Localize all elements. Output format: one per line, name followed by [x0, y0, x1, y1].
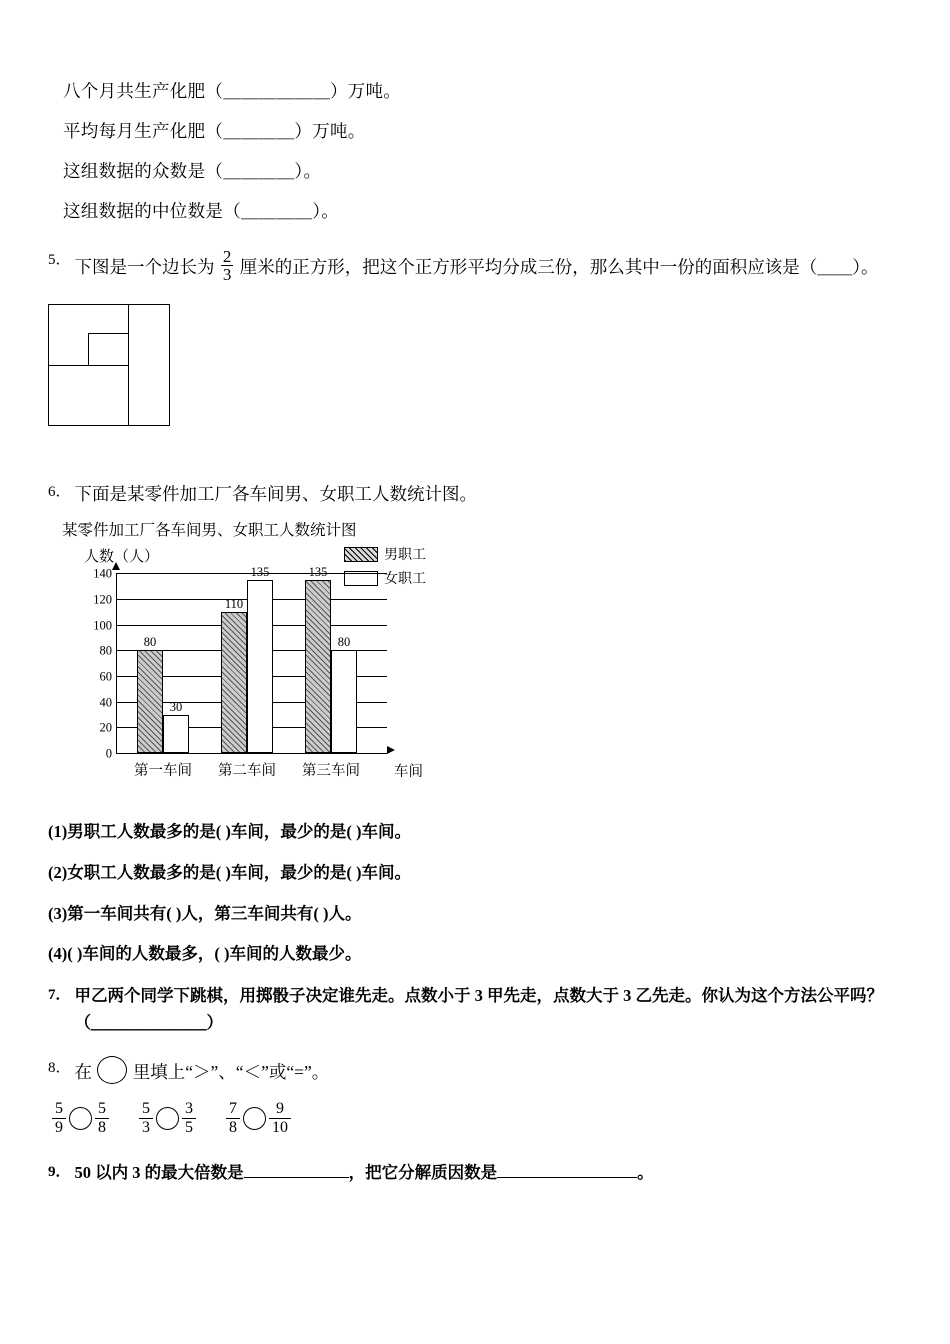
chart-plot-area [93, 564, 387, 780]
circle-placeholder-icon [97, 1056, 127, 1084]
question-9-number: 9． [48, 1163, 71, 1180]
question-5-number: 5． [48, 251, 71, 268]
comparison-1-right-fraction [95, 1100, 109, 1138]
question-5-part1: 下图是一个边长为 [74, 256, 215, 277]
fill-item-3 [48, 158, 910, 185]
comparison-1-left-fraction [52, 1100, 66, 1138]
comparison-2-right-fraction [182, 1100, 196, 1138]
question-7-number: 7． [48, 987, 71, 1004]
bar-value-female-2: 135 [250, 564, 270, 579]
question-5-body [75, 248, 910, 285]
ytick-140: 140 [93, 566, 112, 581]
comparison-2-left-fraction [139, 1100, 153, 1138]
question-6-number: 6． [48, 484, 71, 501]
comparison-3 [226, 1100, 291, 1138]
question-8-text-before: 在 [74, 1061, 93, 1082]
question-9-blank-2[interactable] [497, 1160, 637, 1178]
square-vertical-divider [128, 304, 129, 426]
bar-chart [54, 518, 474, 798]
bar-female-3 [331, 635, 357, 753]
comparison-3-left-numerator: 7 [229, 1099, 237, 1117]
fraction-two-thirds [221, 248, 234, 285]
comparison-2-right-denominator: 5 [182, 1118, 196, 1137]
comparison-3-right-denominator: 10 [269, 1118, 291, 1137]
question-6-sub-2: (2)女职工人数最多的是( )车间，最少的是( )车间。 [48, 862, 411, 882]
bar-male-3 [305, 564, 331, 754]
fill-item-3-text: 这组数据的众数是（＿＿＿＿）。 [63, 161, 322, 182]
comparison-2-right-numerator: 3 [185, 1099, 193, 1117]
chart-title: 某零件加工厂各车间男、女职工人数统计图 [62, 522, 357, 540]
question-6-sub-4: (4)( )车间的人数最多，( )车间的人数最少。 [48, 944, 362, 964]
legend-swatch-male-icon [344, 547, 378, 562]
question-7-text: 甲乙两个同学下跳棋，用掷骰子决定谁先走。点数小于 3 甲先走，点数大于 3 乙先走。你认为这个方法公平吗？（＿＿＿＿＿＿＿） [74, 986, 884, 1032]
bar-female-2 [247, 564, 273, 754]
comparison-2 [139, 1100, 196, 1138]
square-inner-horizontal-line [48, 365, 128, 366]
chart-x-axis-label: 车间 [394, 764, 423, 781]
comparison-row [52, 1100, 910, 1138]
question-8-body [75, 1056, 910, 1086]
fill-item-2-text: 平均每月生产化肥（＿＿＿＿）万吨。 [63, 121, 366, 142]
bar-male-2 [221, 596, 247, 753]
question-5-part2: 厘米的正方形，把这个正方形平均分成三份，那么其中一份的面积应该是（＿＿）。 [239, 256, 879, 277]
bar-female-1 [163, 699, 189, 754]
ytick-40: 40 [99, 695, 112, 710]
comparison-3-right-fraction [269, 1100, 291, 1138]
legend-item-male [344, 544, 426, 564]
bar-value-female-1: 30 [169, 699, 183, 714]
comparison-1-right-denominator: 8 [95, 1118, 109, 1137]
question-6 [48, 480, 910, 508]
legend-label-male: 男职工 [384, 548, 426, 564]
comparison-1-left-denominator: 9 [52, 1118, 66, 1137]
question-9-blank-1[interactable] [244, 1160, 349, 1178]
bar-value-female-3: 80 [337, 635, 351, 650]
ytick-20: 20 [99, 720, 112, 735]
xcat-2: 第二车间 [218, 763, 276, 780]
question-6-text: 下面是某零件加工厂各车间男、女职工人数统计图。 [74, 484, 478, 505]
comparison-3-right-numerator: 9 [276, 1099, 284, 1117]
ytick-80: 80 [99, 643, 112, 658]
question-8 [48, 1056, 910, 1086]
fill-item-1 [48, 78, 910, 105]
bar-value-male-3: 135 [308, 564, 328, 579]
fill-item-1-text: 八个月共生产化肥（＿＿＿＿＿＿）万吨。 [63, 81, 402, 101]
question-9-part3: 。 [637, 1162, 654, 1182]
legend-label-female: 女职工 [384, 572, 426, 588]
x-axis-arrow-icon [387, 746, 395, 754]
comparison-3-left-fraction [226, 1100, 240, 1138]
comparison-2-left-denominator: 3 [139, 1118, 153, 1137]
gridline-0 [105, 746, 387, 761]
fill-item-2 [48, 118, 910, 145]
comparison-2-circle-icon[interactable] [156, 1107, 179, 1130]
question-9-part1: 50 以内 3 的最大倍数是 [74, 1162, 244, 1182]
square-inner-vertical-line [88, 333, 89, 365]
xcat-1: 第一车间 [134, 763, 192, 780]
question-9-body [75, 1160, 910, 1186]
ytick-120: 120 [93, 592, 112, 607]
bar-male-1 [137, 635, 163, 753]
question-9 [48, 1160, 910, 1186]
question-8-number: 8． [48, 1059, 71, 1076]
bar-value-male-1: 80 [143, 635, 157, 650]
y-axis-arrow-icon [112, 562, 120, 570]
question-5 [48, 248, 910, 285]
comparison-1-left-numerator: 5 [55, 1099, 63, 1117]
fill-item-4-text: 这组数据的中位数是（＿＿＿＿）。 [63, 201, 340, 222]
question-6-sub-1: (1)男职工人数最多的是( )车间，最少的是( )车间。 [48, 822, 411, 842]
bar-value-male-2: 110 [224, 596, 244, 611]
comparison-3-circle-icon[interactable] [243, 1107, 266, 1130]
fill-item-4 [48, 198, 910, 225]
question-9-part2: ，把它分解质因数是 [348, 1162, 498, 1182]
fraction-denominator: 3 [222, 265, 232, 285]
comparison-3-left-denominator: 8 [226, 1118, 240, 1137]
question-8-text-after: 里填上“＞”、“＜”或“=”。 [132, 1061, 330, 1082]
ytick-0: 0 [105, 746, 112, 761]
chart-y-axis-label: 人数（人） [84, 549, 160, 566]
question-7 [48, 983, 910, 1036]
ytick-100: 100 [93, 618, 112, 633]
xcat-3: 第三车间 [302, 763, 360, 780]
worksheet-content [48, 78, 910, 1196]
comparison-2-left-numerator: 5 [142, 1099, 150, 1117]
ytick-60: 60 [99, 669, 112, 684]
fraction-numerator: 2 [222, 246, 232, 266]
square-figure [48, 304, 910, 454]
comparison-1 [52, 1100, 109, 1138]
comparison-1-right-numerator: 5 [98, 1099, 106, 1117]
square-inner-step-line [88, 333, 128, 334]
comparison-1-circle-icon[interactable] [69, 1107, 92, 1130]
question-6-sub-3: (3)第一车间共有( )人，第三车间共有( )人。 [48, 903, 362, 923]
